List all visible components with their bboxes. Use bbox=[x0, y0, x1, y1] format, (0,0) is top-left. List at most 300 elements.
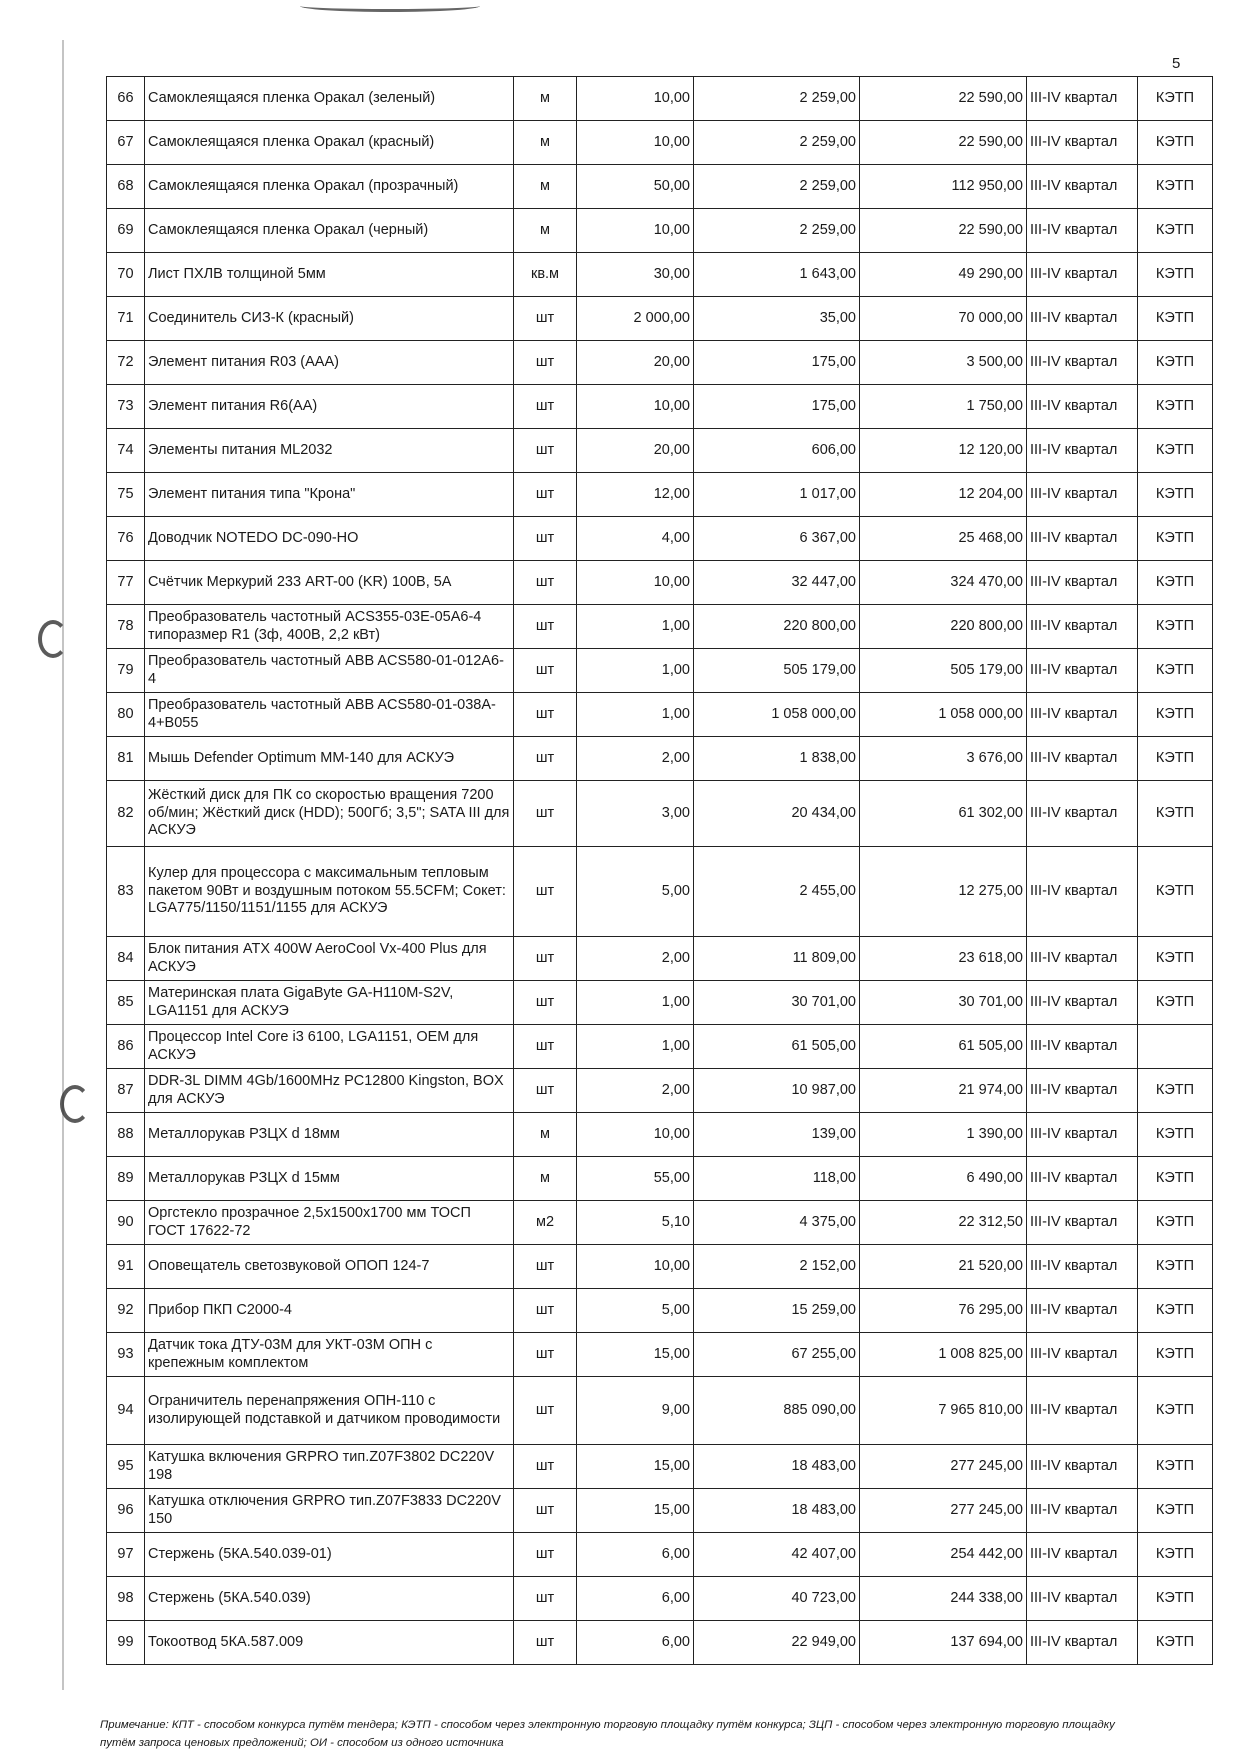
cell-price: 67 255,00 bbox=[694, 1333, 860, 1377]
table-row bbox=[107, 165, 1213, 209]
cell-total: 254 442,00 bbox=[860, 1533, 1027, 1577]
cell-num: 84 bbox=[107, 937, 145, 981]
cell-period: III-IV квартал bbox=[1027, 693, 1138, 737]
cell-period: III-IV квартал bbox=[1027, 1489, 1138, 1533]
cell-qty: 50,00 bbox=[577, 165, 694, 209]
cell-num: 69 bbox=[107, 209, 145, 253]
cell-period: III-IV квартал bbox=[1027, 341, 1138, 385]
cell-unit: шт bbox=[514, 737, 577, 781]
cell-qty: 2,00 bbox=[577, 737, 694, 781]
cell-total: 70 000,00 bbox=[860, 297, 1027, 341]
cell-qty: 10,00 bbox=[577, 385, 694, 429]
cell-price: 2 455,00 bbox=[694, 847, 860, 937]
cell-qty: 5,10 bbox=[577, 1201, 694, 1245]
cell-name: Преобразователь частотный ABB ACS580-01-038A-4+B055 bbox=[145, 693, 514, 737]
cell-qty: 10,00 bbox=[577, 209, 694, 253]
cell-total: 22 590,00 bbox=[860, 77, 1027, 121]
cell-num: 79 bbox=[107, 649, 145, 693]
table-row bbox=[107, 781, 1213, 847]
cell-unit: шт bbox=[514, 937, 577, 981]
cell-qty: 1,00 bbox=[577, 649, 694, 693]
table-row bbox=[107, 737, 1213, 781]
cell-period: III-IV квартал bbox=[1027, 253, 1138, 297]
cell-name: Самоклеящаяся пленка Оракал (красный) bbox=[145, 121, 514, 165]
table-row bbox=[107, 1289, 1213, 1333]
table-row bbox=[107, 1245, 1213, 1289]
cell-qty: 20,00 bbox=[577, 341, 694, 385]
cell-qty: 15,00 bbox=[577, 1489, 694, 1533]
cell-price: 118,00 bbox=[694, 1157, 860, 1201]
cell-num: 87 bbox=[107, 1069, 145, 1113]
items-table bbox=[106, 76, 1213, 1665]
cell-qty: 6,00 bbox=[577, 1533, 694, 1577]
table-row bbox=[107, 517, 1213, 561]
cell-period: III-IV квартал bbox=[1027, 649, 1138, 693]
cell-qty: 15,00 bbox=[577, 1333, 694, 1377]
cell-period: III-IV квартал bbox=[1027, 1533, 1138, 1577]
cell-unit: шт bbox=[514, 1245, 577, 1289]
cell-qty: 10,00 bbox=[577, 121, 694, 165]
table-row bbox=[107, 209, 1213, 253]
cell-total: 25 468,00 bbox=[860, 517, 1027, 561]
cell-qty: 10,00 bbox=[577, 77, 694, 121]
cell-qty: 6,00 bbox=[577, 1621, 694, 1665]
cell-total: 61 505,00 bbox=[860, 1025, 1027, 1069]
cell-num: 72 bbox=[107, 341, 145, 385]
cell-name: Элемент питания R03 (AAA) bbox=[145, 341, 514, 385]
cell-total: 1 390,00 bbox=[860, 1113, 1027, 1157]
cell-qty: 1,00 bbox=[577, 605, 694, 649]
cell-method bbox=[1138, 1025, 1213, 1069]
cell-period: III-IV квартал bbox=[1027, 781, 1138, 847]
cell-price: 42 407,00 bbox=[694, 1533, 860, 1577]
cell-period: III-IV квартал bbox=[1027, 1157, 1138, 1201]
cell-period: III-IV квартал bbox=[1027, 737, 1138, 781]
cell-period: III-IV квартал bbox=[1027, 473, 1138, 517]
cell-price: 61 505,00 bbox=[694, 1025, 860, 1069]
cell-qty: 10,00 bbox=[577, 561, 694, 605]
cell-price: 1 058 000,00 bbox=[694, 693, 860, 737]
cell-price: 2 259,00 bbox=[694, 121, 860, 165]
table-row bbox=[107, 1445, 1213, 1489]
cell-num: 86 bbox=[107, 1025, 145, 1069]
cell-method: КЭТП bbox=[1138, 253, 1213, 297]
cell-method: КЭТП bbox=[1138, 781, 1213, 847]
cell-unit: м bbox=[514, 1113, 577, 1157]
table-row bbox=[107, 561, 1213, 605]
page-number: 5 bbox=[1172, 55, 1181, 72]
cell-period: III-IV квартал bbox=[1027, 561, 1138, 605]
cell-price: 15 259,00 bbox=[694, 1289, 860, 1333]
cell-qty: 2 000,00 bbox=[577, 297, 694, 341]
table-row bbox=[107, 429, 1213, 473]
cell-period: III-IV квартал bbox=[1027, 1289, 1138, 1333]
cell-num: 81 bbox=[107, 737, 145, 781]
cell-unit: шт bbox=[514, 649, 577, 693]
cell-name: Оповещатель светозвуковой ОПОП 124-7 bbox=[145, 1245, 514, 1289]
cell-method: КЭТП bbox=[1138, 605, 1213, 649]
cell-unit: шт bbox=[514, 1621, 577, 1665]
cell-name: Жёсткий диск для ПК со скоростью вращения 7200 об/мин; Жёсткий диск (HDD); 500Гб; 3,5"; SATA III для АСКУЭ bbox=[145, 781, 514, 847]
cell-price: 20 434,00 bbox=[694, 781, 860, 847]
cell-num: 96 bbox=[107, 1489, 145, 1533]
cell-unit: м2 bbox=[514, 1201, 577, 1245]
cell-qty: 9,00 bbox=[577, 1377, 694, 1445]
cell-name: DDR-3L DIMM 4Gb/1600MHz PC12800 Kingston, BOX для АСКУЭ bbox=[145, 1069, 514, 1113]
cell-num: 99 bbox=[107, 1621, 145, 1665]
cell-num: 71 bbox=[107, 297, 145, 341]
cell-unit: шт bbox=[514, 1445, 577, 1489]
cell-qty: 1,00 bbox=[577, 1025, 694, 1069]
cell-price: 175,00 bbox=[694, 385, 860, 429]
cell-method: КЭТП bbox=[1138, 1333, 1213, 1377]
cell-qty: 30,00 bbox=[577, 253, 694, 297]
cell-num: 83 bbox=[107, 847, 145, 937]
cell-price: 11 809,00 bbox=[694, 937, 860, 981]
cell-method: КЭТП bbox=[1138, 981, 1213, 1025]
cell-period: III-IV квартал bbox=[1027, 297, 1138, 341]
cell-total: 49 290,00 bbox=[860, 253, 1027, 297]
cell-total: 76 295,00 bbox=[860, 1289, 1027, 1333]
cell-total: 220 800,00 bbox=[860, 605, 1027, 649]
cell-total: 1 750,00 bbox=[860, 385, 1027, 429]
cell-qty: 2,00 bbox=[577, 1069, 694, 1113]
cell-qty: 3,00 bbox=[577, 781, 694, 847]
cell-unit: шт bbox=[514, 1489, 577, 1533]
table-row bbox=[107, 981, 1213, 1025]
cell-qty: 55,00 bbox=[577, 1157, 694, 1201]
cell-name: Соединитель СИЗ-К (красный) bbox=[145, 297, 514, 341]
cell-period: III-IV квартал bbox=[1027, 847, 1138, 937]
cell-total: 61 302,00 bbox=[860, 781, 1027, 847]
cell-period: III-IV квартал bbox=[1027, 121, 1138, 165]
cell-name: Металлорукав РЗЦХ d 18мм bbox=[145, 1113, 514, 1157]
cell-price: 18 483,00 bbox=[694, 1489, 860, 1533]
cell-method: КЭТП bbox=[1138, 649, 1213, 693]
table-row bbox=[107, 1621, 1213, 1665]
cell-total: 324 470,00 bbox=[860, 561, 1027, 605]
cell-method: КЭТП bbox=[1138, 341, 1213, 385]
cell-price: 35,00 bbox=[694, 297, 860, 341]
table-row bbox=[107, 77, 1213, 121]
cell-num: 95 bbox=[107, 1445, 145, 1489]
table-row bbox=[107, 847, 1213, 937]
cell-method: КЭТП bbox=[1138, 77, 1213, 121]
cell-period: III-IV квартал bbox=[1027, 1377, 1138, 1445]
cell-qty: 10,00 bbox=[577, 1245, 694, 1289]
cell-name: Элементы питания ML2032 bbox=[145, 429, 514, 473]
cell-period: III-IV квартал bbox=[1027, 1069, 1138, 1113]
cell-qty: 20,00 bbox=[577, 429, 694, 473]
cell-num: 98 bbox=[107, 1577, 145, 1621]
items-table-body bbox=[107, 77, 1213, 1665]
cell-name: Прибор ПКП С2000-4 bbox=[145, 1289, 514, 1333]
cell-method: КЭТП bbox=[1138, 1445, 1213, 1489]
cell-unit: шт bbox=[514, 297, 577, 341]
cell-qty: 12,00 bbox=[577, 473, 694, 517]
cell-name: Самоклеящаяся пленка Оракал (прозрачный) bbox=[145, 165, 514, 209]
table-row bbox=[107, 649, 1213, 693]
cell-price: 4 375,00 bbox=[694, 1201, 860, 1245]
cell-name: Самоклеящаяся пленка Оракал (черный) bbox=[145, 209, 514, 253]
cell-method: КЭТП bbox=[1138, 1069, 1213, 1113]
scan-mark bbox=[300, 0, 480, 12]
cell-unit: шт bbox=[514, 1533, 577, 1577]
cell-total: 137 694,00 bbox=[860, 1621, 1027, 1665]
cell-unit: шт bbox=[514, 473, 577, 517]
table-row bbox=[107, 473, 1213, 517]
cell-method: КЭТП bbox=[1138, 1533, 1213, 1577]
cell-total: 22 590,00 bbox=[860, 121, 1027, 165]
table-row bbox=[107, 341, 1213, 385]
cell-total: 12 204,00 bbox=[860, 473, 1027, 517]
cell-method: КЭТП bbox=[1138, 1113, 1213, 1157]
cell-total: 30 701,00 bbox=[860, 981, 1027, 1025]
table-row bbox=[107, 1333, 1213, 1377]
cell-unit: шт bbox=[514, 517, 577, 561]
cell-price: 22 949,00 bbox=[694, 1621, 860, 1665]
cell-period: III-IV квартал bbox=[1027, 1621, 1138, 1665]
cell-name: Счётчик Меркурий 233 ART-00 (KR) 100В, 5А bbox=[145, 561, 514, 605]
cell-method: КЭТП bbox=[1138, 165, 1213, 209]
cell-name: Стержень (5КА.540.039) bbox=[145, 1577, 514, 1621]
cell-qty: 15,00 bbox=[577, 1445, 694, 1489]
cell-unit: шт bbox=[514, 605, 577, 649]
cell-name: Металлорукав РЗЦХ d 15мм bbox=[145, 1157, 514, 1201]
cell-unit: шт bbox=[514, 385, 577, 429]
cell-num: 85 bbox=[107, 981, 145, 1025]
cell-unit: шт bbox=[514, 1377, 577, 1445]
cell-num: 68 bbox=[107, 165, 145, 209]
cell-num: 90 bbox=[107, 1201, 145, 1245]
cell-qty: 1,00 bbox=[577, 981, 694, 1025]
cell-name: Кулер для процессора с максимальным тепловым пакетом 90Вт и воздушным потоком 55.5CFM; Сокет: LGA775/1150/1151/1155 для АСКУЭ bbox=[145, 847, 514, 937]
cell-num: 80 bbox=[107, 693, 145, 737]
cell-num: 66 bbox=[107, 77, 145, 121]
cell-num: 75 bbox=[107, 473, 145, 517]
cell-name: Катушка включения GRPRO тип.Z07F3802 DC220V 198 bbox=[145, 1445, 514, 1489]
cell-price: 2 259,00 bbox=[694, 209, 860, 253]
cell-unit: шт bbox=[514, 341, 577, 385]
cell-num: 76 bbox=[107, 517, 145, 561]
cell-period: III-IV квартал bbox=[1027, 77, 1138, 121]
cell-total: 23 618,00 bbox=[860, 937, 1027, 981]
cell-method: КЭТП bbox=[1138, 1289, 1213, 1333]
cell-method: КЭТП bbox=[1138, 847, 1213, 937]
table-row bbox=[107, 1577, 1213, 1621]
cell-total: 277 245,00 bbox=[860, 1445, 1027, 1489]
cell-unit: шт bbox=[514, 1069, 577, 1113]
cell-period: III-IV квартал bbox=[1027, 1201, 1138, 1245]
cell-method: КЭТП bbox=[1138, 937, 1213, 981]
cell-method: КЭТП bbox=[1138, 121, 1213, 165]
punch-hole-mark bbox=[60, 1085, 90, 1123]
cell-total: 505 179,00 bbox=[860, 649, 1027, 693]
cell-period: III-IV квартал bbox=[1027, 937, 1138, 981]
cell-period: III-IV квартал bbox=[1027, 429, 1138, 473]
cell-qty: 5,00 bbox=[577, 1289, 694, 1333]
cell-total: 22 312,50 bbox=[860, 1201, 1027, 1245]
cell-price: 1 643,00 bbox=[694, 253, 860, 297]
cell-method: КЭТП bbox=[1138, 1577, 1213, 1621]
table-row bbox=[107, 297, 1213, 341]
cell-qty: 1,00 bbox=[577, 693, 694, 737]
cell-unit: м bbox=[514, 121, 577, 165]
cell-unit: шт bbox=[514, 847, 577, 937]
cell-name: Катушка отключения GRPRO тип.Z07F3833 DC220V 150 bbox=[145, 1489, 514, 1533]
cell-period: III-IV квартал bbox=[1027, 209, 1138, 253]
cell-name: Блок питания ATX 400W AeroCool Vx-400 Plus для АСКУЭ bbox=[145, 937, 514, 981]
cell-name: Самоклеящаяся пленка Оракал (зеленый) bbox=[145, 77, 514, 121]
table-row bbox=[107, 605, 1213, 649]
cell-price: 6 367,00 bbox=[694, 517, 860, 561]
cell-period: III-IV квартал bbox=[1027, 1577, 1138, 1621]
cell-price: 2 259,00 bbox=[694, 165, 860, 209]
cell-price: 175,00 bbox=[694, 341, 860, 385]
table-row bbox=[107, 693, 1213, 737]
cell-num: 92 bbox=[107, 1289, 145, 1333]
cell-name: Токоотвод 5КА.587.009 bbox=[145, 1621, 514, 1665]
cell-unit: шт bbox=[514, 981, 577, 1025]
cell-name: Доводчик NOTEDO DC-090-HO bbox=[145, 517, 514, 561]
cell-total: 277 245,00 bbox=[860, 1489, 1027, 1533]
cell-num: 94 bbox=[107, 1377, 145, 1445]
footnote: Примечание: КПТ - способом конкурса путём тендера; КЭТП - способом через электронную торговую площадку путём конкурса; ЗЦП - способом через электронную торговую площадку путём запроса ценовых предложений; ОИ - способом из одного источника bbox=[100, 1719, 1115, 1749]
punch-hole-mark bbox=[38, 620, 68, 658]
cell-num: 88 bbox=[107, 1113, 145, 1157]
cell-period: III-IV квартал bbox=[1027, 981, 1138, 1025]
cell-price: 30 701,00 bbox=[694, 981, 860, 1025]
table-row bbox=[107, 1113, 1213, 1157]
cell-period: III-IV квартал bbox=[1027, 1245, 1138, 1289]
cell-unit: м bbox=[514, 77, 577, 121]
cell-period: III-IV квартал bbox=[1027, 1333, 1138, 1377]
cell-method: КЭТП bbox=[1138, 517, 1213, 561]
cell-period: III-IV квартал bbox=[1027, 517, 1138, 561]
cell-method: КЭТП bbox=[1138, 1245, 1213, 1289]
cell-period: III-IV квартал bbox=[1027, 165, 1138, 209]
cell-price: 220 800,00 bbox=[694, 605, 860, 649]
table-row bbox=[107, 1069, 1213, 1113]
cell-num: 93 bbox=[107, 1333, 145, 1377]
cell-price: 40 723,00 bbox=[694, 1577, 860, 1621]
table-row bbox=[107, 121, 1213, 165]
cell-method: КЭТП bbox=[1138, 385, 1213, 429]
cell-price: 18 483,00 bbox=[694, 1445, 860, 1489]
cell-total: 3 676,00 bbox=[860, 737, 1027, 781]
cell-method: КЭТП bbox=[1138, 297, 1213, 341]
cell-total: 3 500,00 bbox=[860, 341, 1027, 385]
cell-total: 7 965 810,00 bbox=[860, 1377, 1027, 1445]
cell-method: КЭТП bbox=[1138, 561, 1213, 605]
cell-method: КЭТП bbox=[1138, 737, 1213, 781]
cell-method: КЭТП bbox=[1138, 1621, 1213, 1665]
table-row bbox=[107, 253, 1213, 297]
cell-total: 6 490,00 bbox=[860, 1157, 1027, 1201]
table-row bbox=[107, 1489, 1213, 1533]
cell-num: 91 bbox=[107, 1245, 145, 1289]
table-row bbox=[107, 1377, 1213, 1445]
cell-name: Процессор Intel Core i3 6100, LGA1151, OEM для АСКУЭ bbox=[145, 1025, 514, 1069]
cell-price: 1 017,00 bbox=[694, 473, 860, 517]
cell-name: Датчик тока ДТУ-03М для УКТ-03М ОПН с крепежным комплектом bbox=[145, 1333, 514, 1377]
cell-price: 505 179,00 bbox=[694, 649, 860, 693]
cell-num: 70 bbox=[107, 253, 145, 297]
cell-qty: 5,00 bbox=[577, 847, 694, 937]
cell-period: III-IV квартал bbox=[1027, 1113, 1138, 1157]
cell-method: КЭТП bbox=[1138, 1489, 1213, 1533]
cell-name: Элемент питания типа "Крона" bbox=[145, 473, 514, 517]
cell-qty: 6,00 bbox=[577, 1577, 694, 1621]
table-row bbox=[107, 1533, 1213, 1577]
cell-name: Элемент питания R6(AA) bbox=[145, 385, 514, 429]
cell-price: 10 987,00 bbox=[694, 1069, 860, 1113]
cell-unit: шт bbox=[514, 1577, 577, 1621]
cell-total: 12 275,00 bbox=[860, 847, 1027, 937]
table-row bbox=[107, 1201, 1213, 1245]
cell-name: Оргстекло прозрачное 2,5x1500x1700 мм ТОСП ГОСТ 17622-72 bbox=[145, 1201, 514, 1245]
cell-name: Стержень (5КА.540.039-01) bbox=[145, 1533, 514, 1577]
cell-price: 139,00 bbox=[694, 1113, 860, 1157]
cell-price: 885 090,00 bbox=[694, 1377, 860, 1445]
cell-price: 1 838,00 bbox=[694, 737, 860, 781]
table-row bbox=[107, 385, 1213, 429]
cell-method: КЭТП bbox=[1138, 1157, 1213, 1201]
cell-method: КЭТП bbox=[1138, 693, 1213, 737]
cell-num: 74 bbox=[107, 429, 145, 473]
cell-method: КЭТП bbox=[1138, 429, 1213, 473]
table-row bbox=[107, 1157, 1213, 1201]
cell-total: 21 974,00 bbox=[860, 1069, 1027, 1113]
cell-num: 97 bbox=[107, 1533, 145, 1577]
cell-unit: шт bbox=[514, 1289, 577, 1333]
cell-method: КЭТП bbox=[1138, 1377, 1213, 1445]
table-row bbox=[107, 937, 1213, 981]
cell-period: III-IV квартал bbox=[1027, 1025, 1138, 1069]
cell-num: 82 bbox=[107, 781, 145, 847]
cell-unit: шт bbox=[514, 1333, 577, 1377]
cell-unit: м bbox=[514, 165, 577, 209]
cell-total: 1 008 825,00 bbox=[860, 1333, 1027, 1377]
cell-name: Преобразователь частотный ACS355-03E-05A6-4 типоразмер R1 (3ф, 400В, 2,2 кВт) bbox=[145, 605, 514, 649]
cell-num: 67 bbox=[107, 121, 145, 165]
table-row bbox=[107, 1025, 1213, 1069]
cell-price: 606,00 bbox=[694, 429, 860, 473]
cell-num: 77 bbox=[107, 561, 145, 605]
cell-name: Лист ПХЛВ толщиной 5мм bbox=[145, 253, 514, 297]
cell-name: Мышь Defender Optimum MM-140 для АСКУЭ bbox=[145, 737, 514, 781]
cell-qty: 4,00 bbox=[577, 517, 694, 561]
cell-method: КЭТП bbox=[1138, 473, 1213, 517]
cell-unit: кв.м bbox=[514, 253, 577, 297]
cell-method: КЭТП bbox=[1138, 1201, 1213, 1245]
scan-margin-line bbox=[62, 40, 64, 1690]
cell-unit: шт bbox=[514, 561, 577, 605]
cell-unit: шт bbox=[514, 781, 577, 847]
cell-unit: шт bbox=[514, 429, 577, 473]
cell-num: 89 bbox=[107, 1157, 145, 1201]
cell-total: 112 950,00 bbox=[860, 165, 1027, 209]
cell-unit: м bbox=[514, 209, 577, 253]
cell-unit: шт bbox=[514, 1025, 577, 1069]
cell-qty: 2,00 bbox=[577, 937, 694, 981]
cell-price: 2 152,00 bbox=[694, 1245, 860, 1289]
cell-price: 2 259,00 bbox=[694, 77, 860, 121]
cell-unit: шт bbox=[514, 693, 577, 737]
cell-method: КЭТП bbox=[1138, 209, 1213, 253]
cell-total: 21 520,00 bbox=[860, 1245, 1027, 1289]
cell-unit: м bbox=[514, 1157, 577, 1201]
